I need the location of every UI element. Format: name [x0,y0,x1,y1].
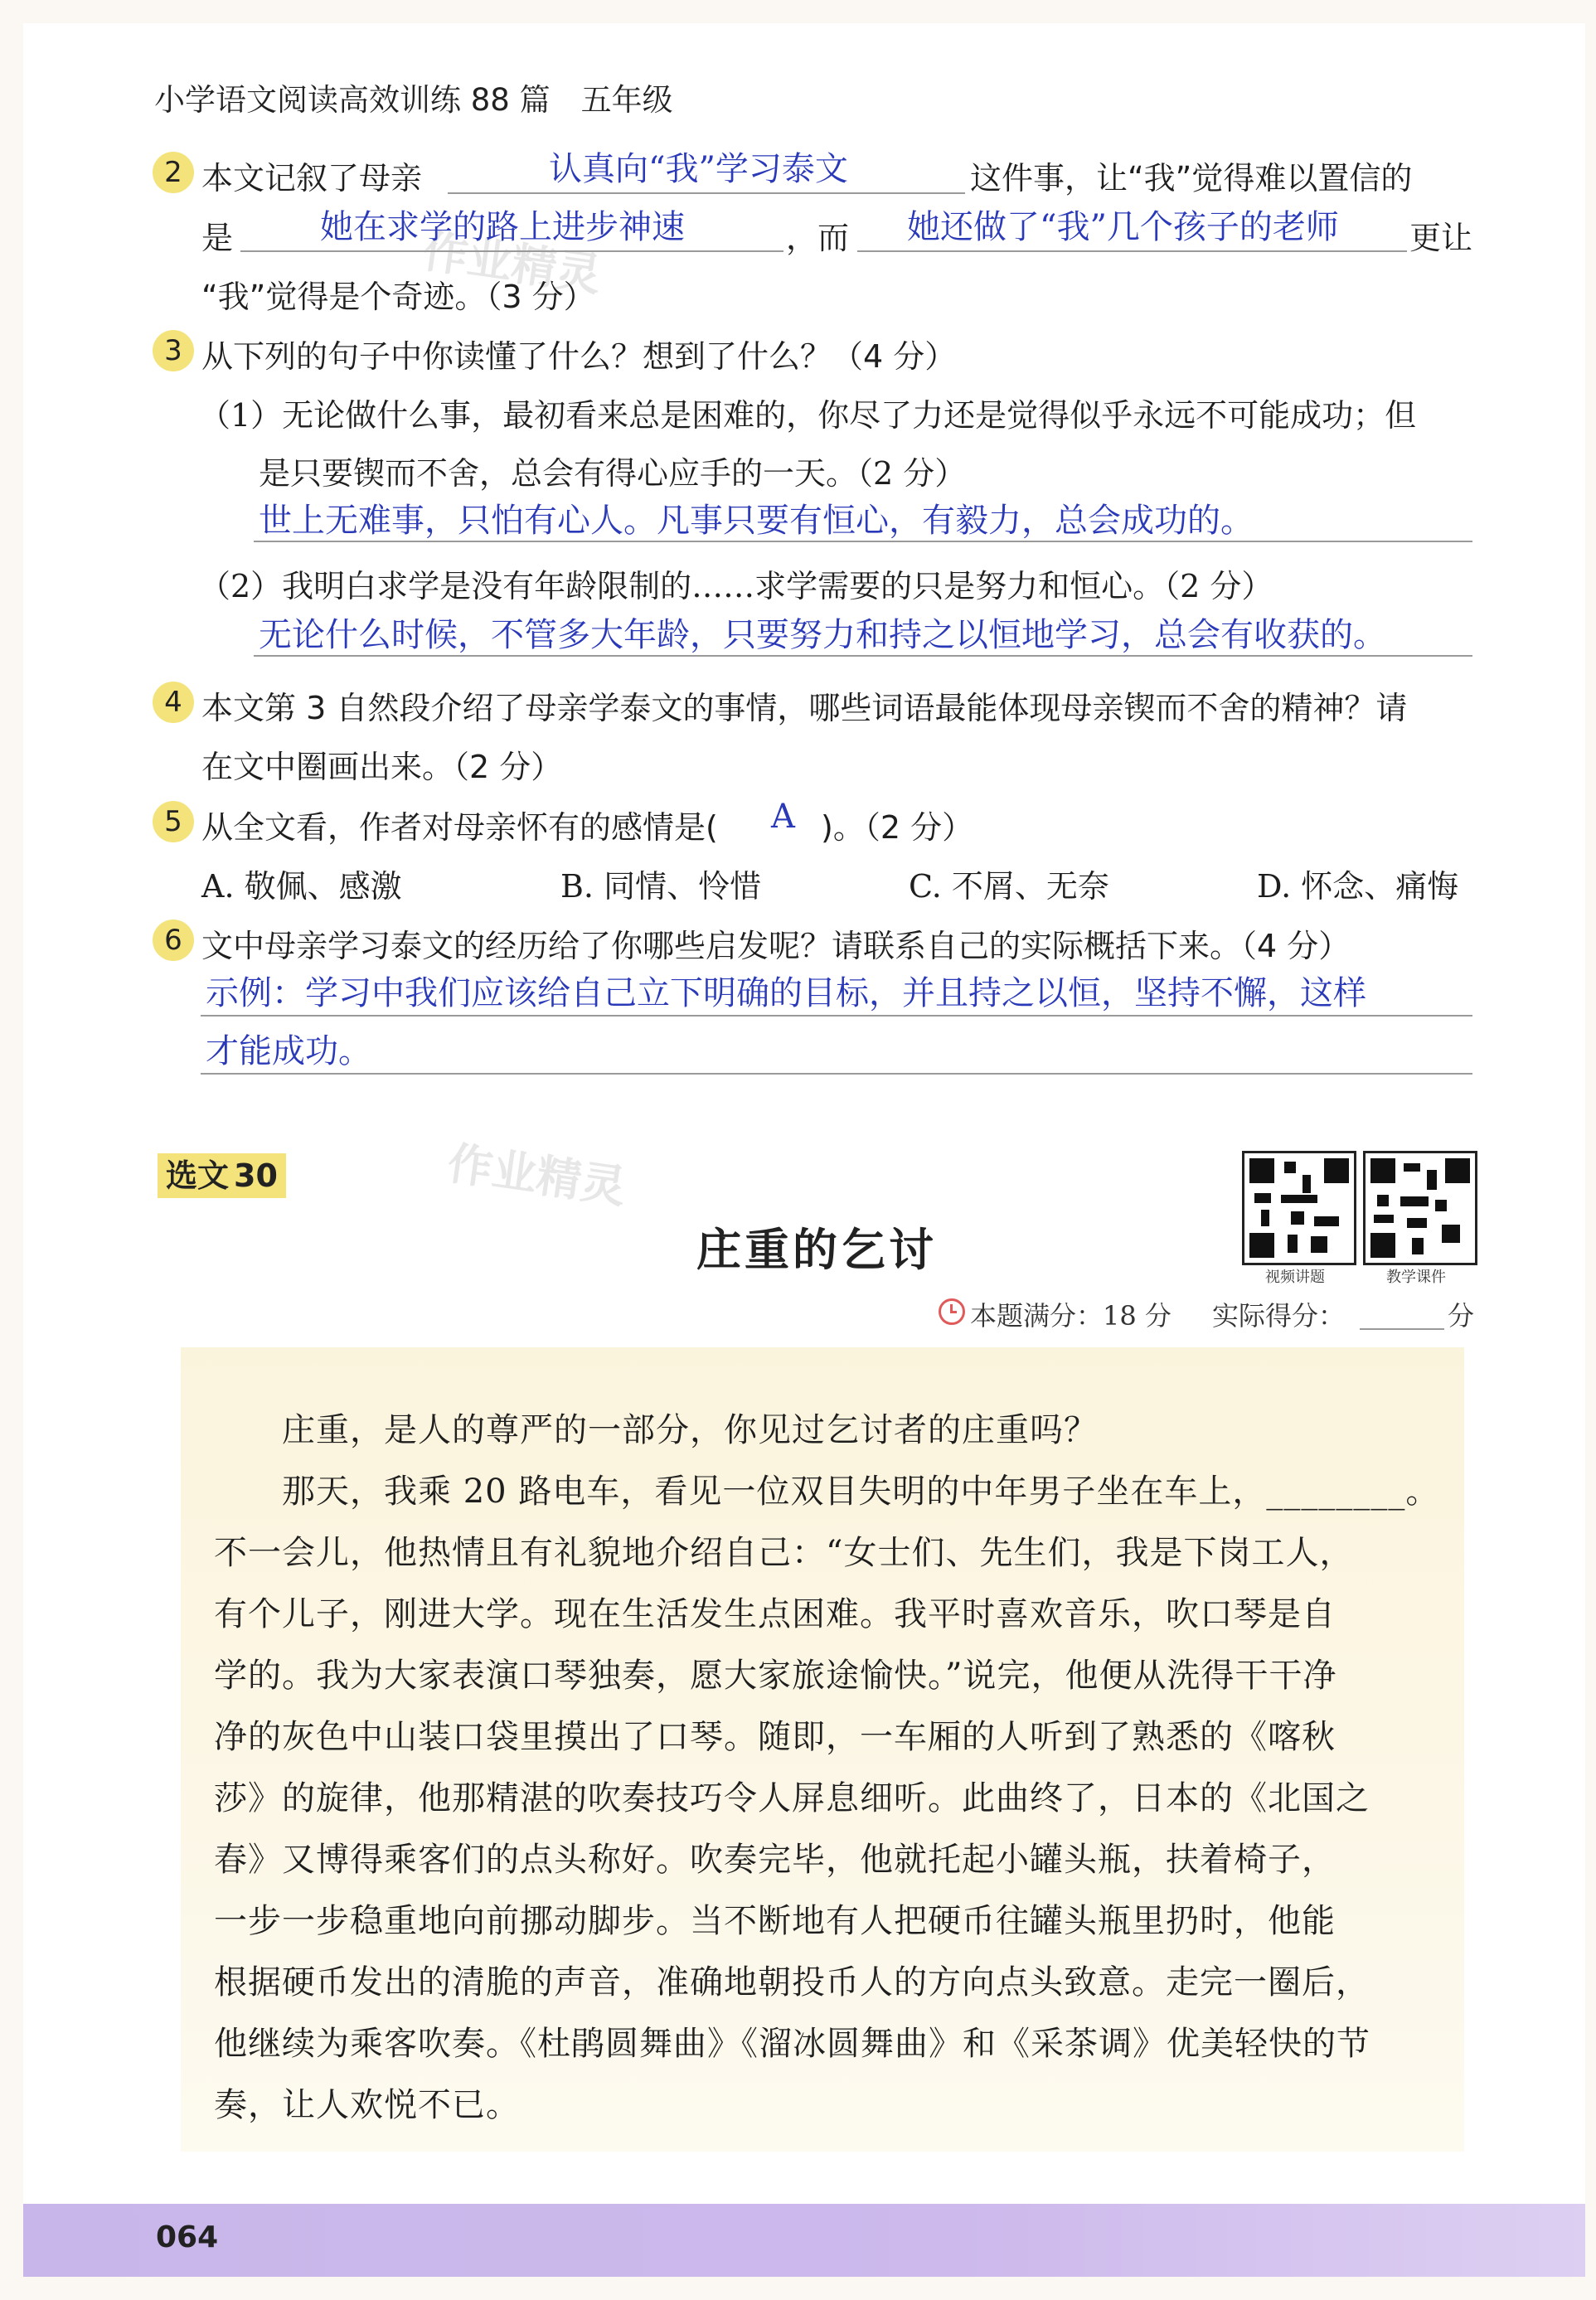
answer-blank [857,250,1407,252]
question-number: 2 [153,152,194,193]
question-number: 4 [153,682,194,723]
question-number: 3 [153,330,194,371]
book-header: 小学语文阅读高效训练 88 篇 五年级 [154,82,673,118]
q4-text: 本文第 3 自然段介绍了母亲学泰文的事情，哪些词语最能体现母亲锲而不舍的精神？请 [201,690,1408,726]
qr-caption-video: 视频讲题 [1265,1269,1325,1286]
page-number: 064 [156,2220,219,2254]
answer-line [254,655,1472,657]
q2-answer-2: 她在求学的路上进步神速 [320,208,685,246]
answer-line [254,541,1472,542]
answer-blank [448,192,965,194]
q3-sentence-1: （1）无论做什么事，最初看来总是困难的，你尽了力还是觉得似乎永远不可能成功；但 [199,397,1417,434]
q2-text: 这件事，让“我”觉得难以置信的 [970,160,1413,197]
q6-stem: 文中母亲学习泰文的经历给了你哪些启发呢？请联系自己的实际概括下来。（4 分） [201,928,1351,964]
score-full: 本题满分：18 分 [970,1300,1172,1332]
passage-line: 有个儿子，刚进大学。现在生活发生点困难。我平时喜欢音乐，吹口琴是自 [214,1595,1336,1633]
q3-sentence-1: 是只要锲而不舍，总会有得心应手的一天。（2 分） [259,455,967,492]
score-unit: 分 [1448,1300,1475,1332]
q6-answer-2: 才能成功。 [206,1032,371,1070]
option-a: A. 敬佩、感激 [201,868,402,905]
passage-line: 不一会儿，他热情且有礼貌地介绍自己：“女士们、先生们，我是下岗工人， [214,1534,1354,1572]
question-number: 6 [153,920,194,961]
section-label: 选文 [166,1157,230,1194]
q2-text: “我”觉得是个奇迹。（3 分） [201,279,595,315]
option-b: B. 同情、怜惜 [560,868,762,905]
watermark: 作业精灵 [420,225,604,302]
passage-line: 奏，让人欢悦不已。 [214,2086,520,2124]
score-blank[interactable] [1360,1328,1444,1330]
q3-stem: 从下列的句子中你读懂了什么？想到了什么？（4 分） [201,338,957,375]
q2-text: 更让 [1409,220,1473,256]
clock-icon [939,1298,965,1325]
article-title: 庄重的乞讨 [696,1223,937,1276]
passage-line: 学的。我为大家表演口琴独奏，愿大家旅途愉快。”说完，他便从洗得干干净 [214,1657,1337,1695]
passage-line: 他继续为乘客吹奏。《杜鹃圆舞曲》《溜冰圆舞曲》和《采茶调》优美轻快的节 [214,2025,1370,2063]
passage-line: 那天，我乘 20 路电车，看见一位双目失明的中年男子坐在车上，________。 [282,1473,1440,1511]
qr-code-courseware[interactable] [1363,1151,1477,1265]
score-actual-label: 实际得分： [1212,1300,1346,1332]
passage-line: 春》又博得乘客们的点头称好。吹奏完毕，他就托起小罐头瓶，扶着椅子， [214,1841,1336,1879]
q6-answer-1: 示例：学习中我们应该给自己立下明确的目标，并且持之以恒，坚持不懈，这样 [206,974,1366,1012]
watermark: 作业精灵 [444,1137,629,1214]
section-badge [158,1153,286,1198]
passage-line: 莎》的旋律，他那精湛的吹奏技巧令人屏息细听。此曲终了，日本的《北国之 [214,1779,1370,1817]
answer-blank [240,250,783,252]
qr-code-video[interactable] [1242,1151,1356,1265]
q5-text: )。（2 分） [821,809,974,846]
q4-text: 在文中圈画出来。（2 分） [201,749,563,785]
q2-text: 是 [201,220,234,256]
passage-line: 净的灰色中山装口袋里摸出了口琴。随即，一车厢的人听到了熟悉的《喀秋 [214,1718,1336,1756]
q3-sentence-2: （2）我明白求学是没有年龄限制的……求学需要的只是努力和恒心。（2 分） [199,568,1273,604]
q2-answer-3: 她还做了“我”几个孩子的老师 [907,208,1339,246]
q2-text: 本文记叙了母亲 [201,160,423,197]
q2-text: ，而 [786,220,850,256]
passage-line: 根据硬币发出的清脆的声音，准确地朝投币人的方向点头致意。走完一圈后， [214,1963,1370,2002]
question-number: 5 [153,801,194,842]
q3-answer-1: 世上无难事，只怕有心人。凡事只要有恒心，有毅力，总会成功的。 [259,502,1254,540]
answer-line [201,1015,1472,1017]
option-c: C. 不屑、无奈 [909,868,1109,905]
answer-line [201,1073,1472,1075]
passage-line: 庄重，是人的尊严的一部分，你见过乞讨者的庄重吗？ [282,1411,1098,1449]
q3-answer-2: 无论什么时候，不管多大年龄，只要努力和持之以恒地学习，总会有收获的。 [259,616,1386,654]
q5-text: 从全文看，作者对母亲怀有的感情是( [201,809,718,846]
footer-band [23,2204,1585,2277]
q5-answer: A [771,798,795,836]
section-number: 30 [234,1157,278,1194]
qr-caption-courseware: 教学课件 [1386,1269,1446,1286]
option-d: D. 怀念、痛悔 [1257,868,1459,905]
passage-line: 一步一步稳重地向前挪动脚步。当不断地有人把硬币往罐头瓶里扔时，他能 [214,1902,1336,1940]
q2-answer-1: 认真向“我”学习泰文 [549,150,848,188]
